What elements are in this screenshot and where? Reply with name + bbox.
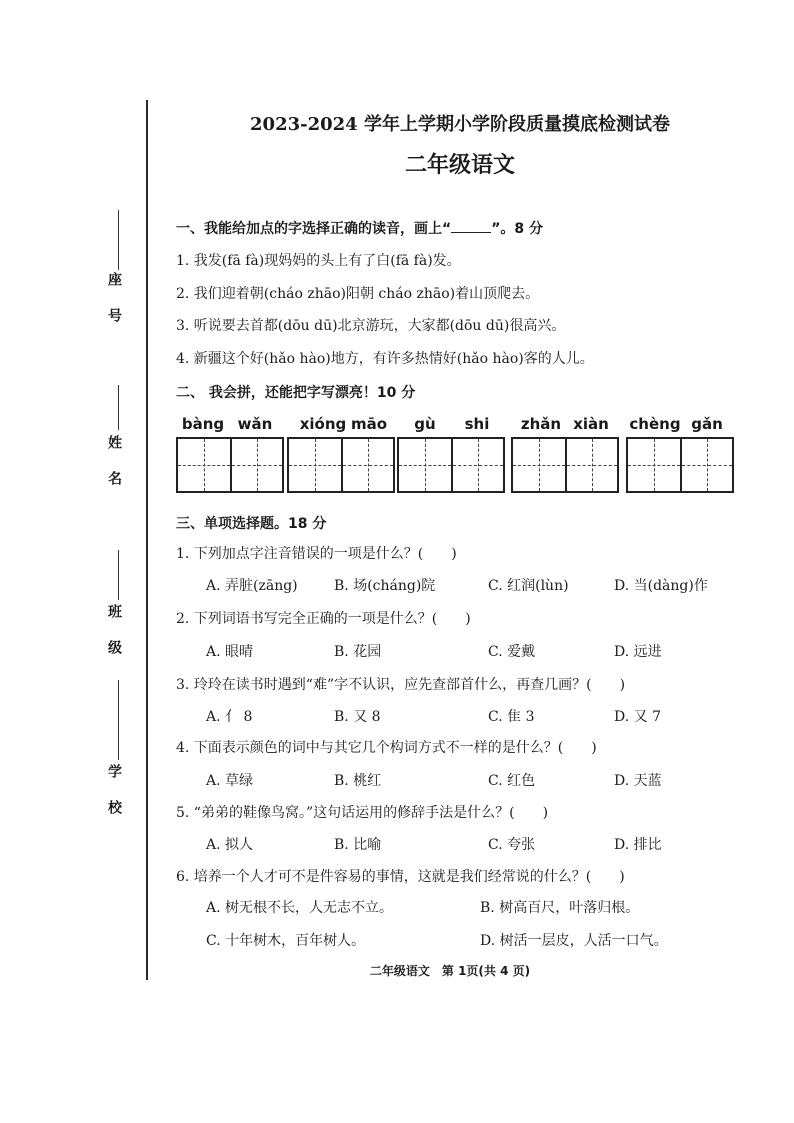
- option-b[interactable]: B. 树高百尺，叶落归根。: [480, 900, 640, 916]
- option-c[interactable]: C. 隹 3: [488, 709, 535, 725]
- writing-cell[interactable]: [399, 439, 451, 491]
- school-underline: [118, 680, 119, 760]
- writing-cell[interactable]: [680, 439, 732, 491]
- option-b[interactable]: B. 花园: [334, 644, 382, 660]
- option-d[interactable]: D. 又 7: [614, 709, 661, 725]
- pinyin-label: gù: [414, 415, 436, 433]
- writing-grid[interactable]: [176, 437, 284, 493]
- pinyin-label: shi: [464, 415, 490, 433]
- s1-question-1: 1. 我发(fā fà)现妈妈的头上有了白(fā fà)发。: [176, 253, 461, 269]
- option-d[interactable]: D. 远进: [614, 644, 662, 660]
- option-b[interactable]: B. 场(cháng)院: [334, 578, 436, 594]
- s1-question-4: 4. 新疆这个好(hǎo hào)地方，有许多热情好(hǎo hào)客的人儿。: [176, 351, 594, 367]
- pinyin-label: bàng: [181, 415, 225, 433]
- writing-cell[interactable]: [565, 439, 617, 491]
- s3-question-4: 4. 下面表示颜色的词中与其它几个构词方式不一样的是什么？( ): [176, 740, 597, 756]
- pinyin-label: chèng: [629, 415, 681, 433]
- seat-label: 座号: [106, 272, 122, 344]
- option-d[interactable]: D. 天蓝: [614, 773, 662, 789]
- writing-cell[interactable]: [513, 439, 565, 491]
- page-footer: 二年级语文 第 1页(共 4 页): [369, 964, 531, 978]
- option-c[interactable]: C. 爱戴: [488, 644, 536, 660]
- option-a[interactable]: A. 弄脏(zāng): [206, 578, 298, 594]
- option-c[interactable]: C. 十年树木，百年树人。: [206, 933, 366, 949]
- option-d[interactable]: D. 排比: [614, 837, 662, 853]
- writing-cell[interactable]: [341, 439, 393, 491]
- class-label: 班级: [106, 604, 122, 676]
- option-b[interactable]: B. 又 8: [334, 709, 381, 725]
- binding-line: [146, 100, 148, 980]
- option-a[interactable]: A. 树无根不长，人无志不立。: [206, 900, 394, 916]
- pinyin-label: xiàn: [573, 415, 609, 433]
- s3-question-3: 3. 玲玲在读书时遇到“难”字不认识，应先查部首什么，再查几画？( ): [176, 677, 626, 693]
- section1-heading-text: 一、我能给加点的字选择正确的读音，画上“: [176, 221, 452, 237]
- name-label: 姓名: [106, 435, 122, 507]
- answer-blank: [451, 220, 491, 233]
- seat-underline: [118, 210, 119, 270]
- writing-grid[interactable]: [397, 437, 505, 493]
- writing-cell[interactable]: [289, 439, 341, 491]
- option-c[interactable]: C. 夸张: [488, 837, 536, 853]
- section3-heading: 三、单项选择题。18 分: [176, 516, 327, 532]
- section1-heading: [176, 218, 543, 238]
- s1-question-2: 2. 我们迎着朝(cháo zhāo)阳朝 cháo zhāo)着山顶爬去。: [176, 286, 540, 302]
- writing-grid[interactable]: [511, 437, 619, 493]
- pinyin-row: [180, 415, 740, 435]
- exam-title: 2023-2024 学年上学期小学阶段质量摸底检测试卷: [250, 114, 670, 135]
- option-d[interactable]: D. 树活一层皮，人活一口气。: [480, 933, 668, 949]
- option-c[interactable]: C. 红润(lùn): [488, 578, 569, 594]
- pinyin-label: xióng: [299, 415, 347, 433]
- option-b[interactable]: B. 比喻: [334, 837, 382, 853]
- writing-grid[interactable]: [626, 437, 734, 493]
- option-a[interactable]: A. 拟人: [206, 837, 254, 853]
- section2-heading: 二、 我会拼，还能把字写漂亮！10 分: [176, 385, 416, 401]
- class-underline: [118, 550, 119, 600]
- s3-question-5: 5. “弟弟的鞋像鸟窝。”这句话运用的修辞手法是什么？( ): [176, 805, 549, 821]
- option-c[interactable]: C. 红色: [488, 773, 536, 789]
- writing-cell[interactable]: [230, 439, 282, 491]
- s3-question-2: 2. 下列词语书写完全正确的一项是什么？( ): [176, 611, 471, 627]
- section1-heading-tail: ”。8 分: [491, 221, 544, 237]
- name-underline: [118, 385, 119, 430]
- option-b[interactable]: B. 桃红: [334, 773, 382, 789]
- exam-subtitle: 二年级语文: [404, 153, 515, 178]
- writing-cell[interactable]: [451, 439, 503, 491]
- pinyin-label: māo: [350, 415, 388, 433]
- pinyin-label: wǎn: [237, 415, 273, 433]
- option-d[interactable]: D. 当(dàng)作: [614, 578, 708, 594]
- writing-cell[interactable]: [628, 439, 680, 491]
- writing-cell[interactable]: [178, 439, 230, 491]
- pinyin-label: gǎn: [691, 415, 723, 433]
- option-a[interactable]: A. 眼晴: [206, 644, 254, 660]
- s1-question-3: 3. 听说要去首都(dōu dū)北京游玩，大家都(dōu dū)很高兴。: [176, 318, 566, 334]
- s3-question-1: 1. 下列加点字注音错误的一项是什么？( ): [176, 546, 457, 562]
- pinyin-label: zhǎn: [520, 415, 562, 433]
- writing-grid[interactable]: [287, 437, 395, 493]
- option-a[interactable]: A. 亻 8: [206, 709, 253, 725]
- school-label: 学校: [106, 764, 122, 836]
- s3-question-6: 6. 培养一个人才可不是件容易的事情，这就是我们经常说的什么？( ): [176, 869, 625, 885]
- option-a[interactable]: A. 草绿: [206, 773, 254, 789]
